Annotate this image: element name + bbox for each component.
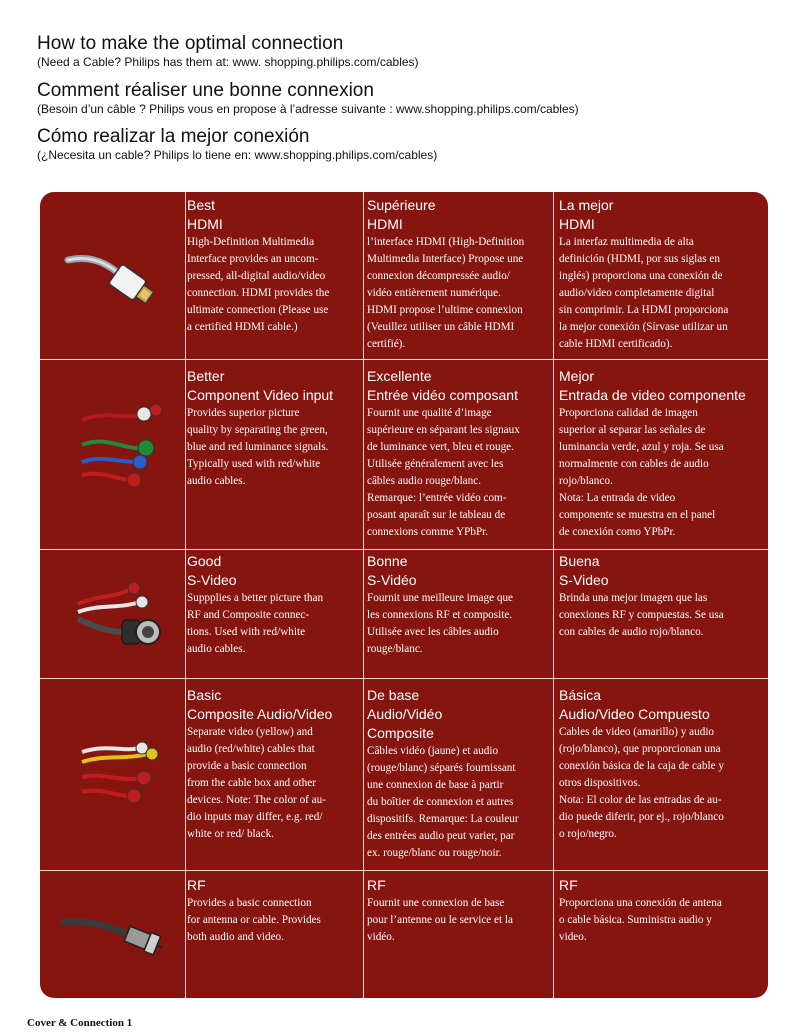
row-divider [40,678,768,679]
connection-table [40,192,768,998]
cell-body: Suppplies a better picture than RF and Composite connec- tions. Used with red/white audio cables. [187,592,324,655]
cell-body: La interfaz multimedia de alta definición (HDMI, por sus siglas en inglés) proporciona una conexión de audio/video completamente digital sin comprimir. La HDMI proporciona la mejor conexión (Sírvase utilizar un cable HDMI certificado). [559,236,729,350]
cell-heading: Básica Audio/Video Compuesto [559,687,710,722]
row-divider [40,359,768,360]
header-french [37,80,579,117]
column-divider [553,192,554,998]
cell-hdmi-fr [367,196,551,353]
header-subtitle: (Besoin d’un câble ? Philips vous en propose à l’adresse suivante : www.shopping.philips.com/cables) [37,102,579,116]
cell-body: Cables de video (amarillo) y audio (rojo/blanco), que proporcionan una conexión básica de la caja de cable y otros dispositivos. Nota: El color de las entradas de au- dio puede diferir, por ej., rojo/blanco o rojo/negro. [559,726,724,840]
cell-heading: RF [187,877,206,893]
cell-heading: Bonne S-Vidéo [367,553,417,588]
cell-heading: Best HDMI [187,197,223,232]
column-divider [363,192,364,998]
cell-heading: Supérieure HDMI [367,197,436,232]
cell-body: Fournit une qualité d’image supérieure en séparant les signaux de luminance vert, bleu et rouge. Utilisée généralement avec les câbles audio rouge/blanc. Remarque: l’entrée vidéo com- posant aparaît sur le tableau de connexions comme YPbPr. [367,407,520,538]
cell-heading: Buena S-Video [559,553,609,588]
cell-body: Fournit une connexion de base pour l’antenne ou le service et la vidéo. [367,897,513,943]
cell-body: Provides superior picture quality by separating the green, blue and red luminance signals. Typically used with red/white audio cables. [187,407,329,487]
component-video-cable-icon [72,400,172,490]
cell-svideo-en [187,552,361,658]
cell-heading: De base Audio/Vidéo Composite [367,687,443,741]
cell-svideo-fr [367,552,551,658]
cell-component-fr [367,367,551,541]
cell-heading: La mejor HDMI [559,197,614,232]
header-subtitle: (¿Necesita un cable? Philips lo tiene en: www.shopping.philips.com/cables) [37,148,438,162]
cell-body: Fournit une meilleure image que les connexions RF et composite. Utilisée avec les câbles audio rouge/blanc. [367,592,514,655]
header-spanish [37,126,437,163]
composite-av-cable-icon [72,732,172,812]
cell-heading: Good S-Video [187,553,237,588]
cell-hdmi-es [559,196,765,353]
cell-body: Brinda una mejor imagen que las conexiones RF y compuestas. Se usa con cables de audio rojo/blanco. [559,592,724,638]
cell-component-es [559,367,765,541]
cell-hdmi-en [187,196,361,336]
cell-heading: RF [367,877,386,893]
cell-svideo-es [559,552,765,641]
cell-body: l’interface HDMI (High-Definition Multimedia Interface) Propose une connexion décompressée audio/ vidéo entièrement numérique. HDMI propose l’ultime connexion (Veuillez utiliser un câble HDMI certifié). [367,236,525,350]
cell-body: High-Definition Multimedia Interface provides an uncom- pressed, all-digital audio/video connection. HDMI provides the ultimate connection (Please use a certified HDMI cable.) [187,236,330,333]
cell-body: Separate video (yellow) and audio (red/white) cables that provide a basic connection from the cable box and other devices. Note: The color of au- dio inputs may differ, e.g. red/ white or red/ black. [187,726,326,840]
cell-rf-en [187,876,361,946]
header-english [37,33,419,70]
hdmi-cable-icon [62,242,162,312]
cell-body: Provides a basic connection for antenna or cable. Provides both audio and video. [187,897,321,943]
cell-composite-en [187,686,361,843]
cell-rf-fr [367,876,551,946]
row-divider [40,549,768,550]
cell-composite-fr [367,686,551,862]
header-title: How to make the optimal connection [37,33,344,54]
header-subtitle: (Need a Cable? Philips has them at: www. shopping.philips.com/cables) [37,55,419,69]
row-divider [40,870,768,871]
cell-heading: Better Component Video input [187,368,334,403]
cell-heading: Basic Composite Audio/Video [187,687,333,722]
cell-composite-es [559,686,765,843]
s-video-cable-icon [70,574,170,654]
cell-component-en [187,367,361,490]
cell-rf-es [559,876,765,946]
header-title: Comment réaliser une bonne connexion [37,80,374,101]
cell-body: Proporciona una conexión de antena o cable básica. Suministra audio y video. [559,897,722,943]
column-divider [185,192,186,998]
cell-heading: Mejor Entrada de video componente [559,368,746,403]
cell-body: Proporciona calidad de imagen superior al separar las señales de luminancia verde, azul y roja. Se usa normalmente con cables de audio rojo/blanco. Nota: La entrada de video componente se muestra en el panel de conexión como YPbPr. [559,407,724,538]
page-footer: Cover & Connection 1 [27,1017,133,1029]
rf-coax-cable-icon [58,900,168,960]
header-title: Cómo realizar la mejor conexión [37,126,310,147]
cell-heading: Excellente Entrée vidéo composant [367,368,518,403]
cell-body: Câbles vidéo (jaune) et audio (rouge/blanc) séparés fournissant une connexion de base à partir du boîtier de connexion et autres dispositifs. Remarque: La couleur des entrées audio peut varier, par ex. rouge/blanc ou rouge/noir. [367,745,519,859]
cell-heading: RF [559,877,578,893]
